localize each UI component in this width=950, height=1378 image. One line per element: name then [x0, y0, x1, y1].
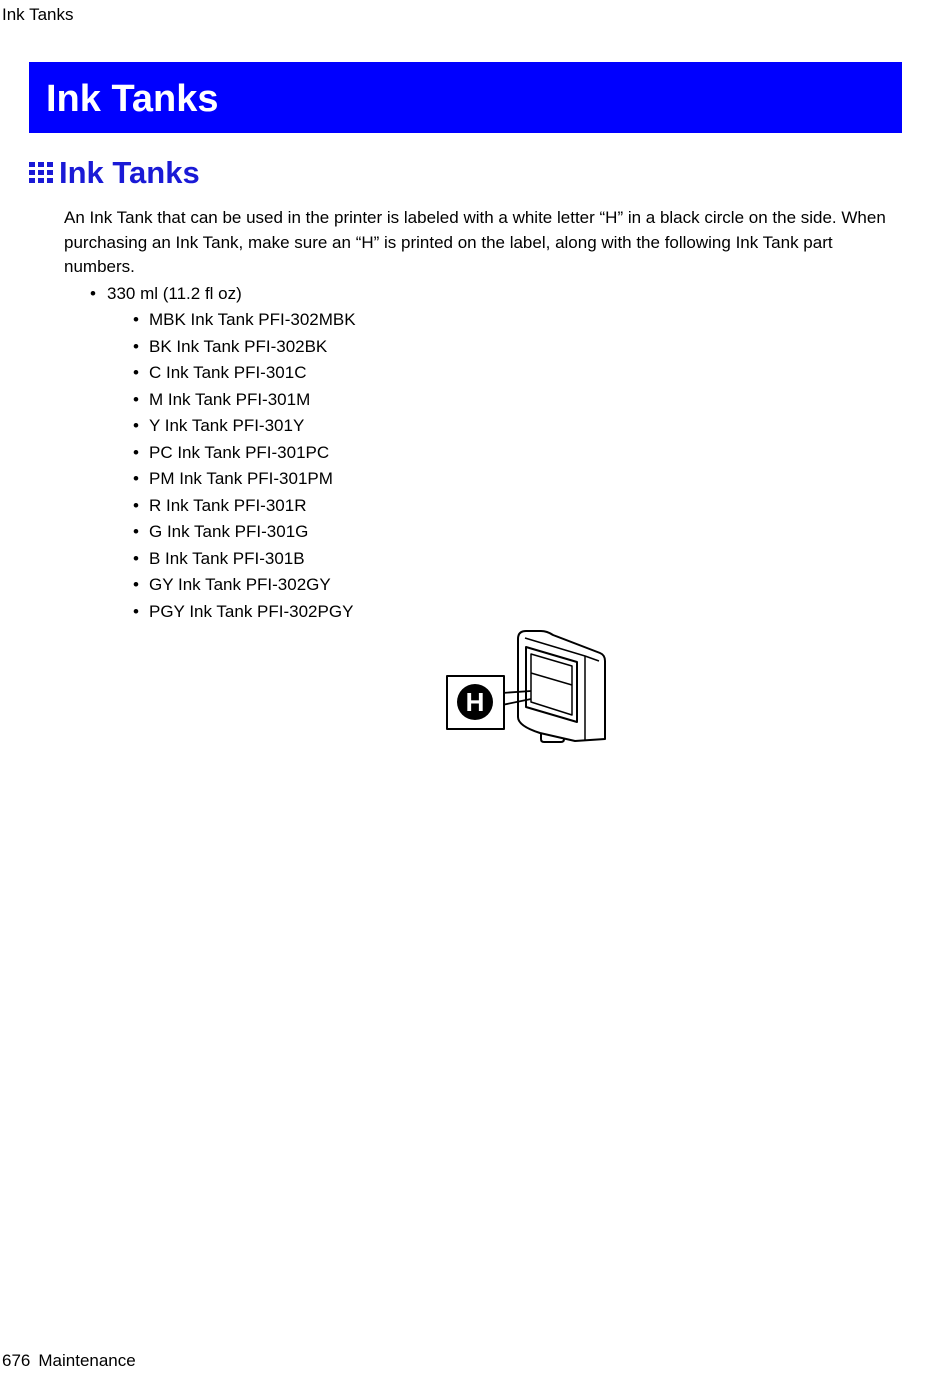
- page-footer: [2, 1351, 136, 1371]
- ink-tank-label: R Ink Tank PFI-301R: [149, 495, 307, 515]
- ink-tank-label: G Ink Tank PFI-301G: [149, 522, 309, 541]
- ink-tank-item: [133, 466, 356, 493]
- bullet: •: [133, 601, 139, 621]
- running-head: Ink Tanks: [2, 5, 74, 24]
- bullet: •: [90, 284, 96, 303]
- ink-tank-item: [133, 307, 356, 334]
- ink-tank-label: Y Ink Tank PFI-301Y: [149, 416, 305, 435]
- grid-icon: [29, 162, 54, 184]
- ink-tank-item: [133, 519, 356, 546]
- ink-tank-label: MBK Ink Tank PFI-302MBK: [149, 310, 356, 329]
- section-title: Ink Tanks: [59, 155, 200, 190]
- ink-tank-item: [133, 413, 356, 440]
- capacity-list: [90, 281, 356, 625]
- h-label-letter: H: [465, 687, 485, 717]
- ink-tank-item: [133, 572, 356, 599]
- page-number: 676: [2, 1351, 31, 1370]
- capacity-label: 330 ml (11.2 fl oz): [107, 284, 242, 303]
- intro-paragraph: An Ink Tank that can be used in the printer is labeled with a white letter “H” in a black circle on the side. When purchasing an Ink Tank, make sure an “H” is printed on the label, along with the following Ink Tank part numbers.: [64, 208, 886, 276]
- bullet: •: [133, 389, 139, 409]
- bullet: •: [133, 522, 139, 541]
- ink-tank-illustration: [445, 629, 608, 743]
- bullet: •: [133, 575, 139, 594]
- bullet: •: [133, 495, 139, 515]
- bullet: •: [133, 416, 139, 435]
- bullet: •: [133, 442, 139, 462]
- ink-tank-label: PM Ink Tank PFI-301PM: [149, 469, 333, 488]
- footer-section: Maintenance: [38, 1351, 136, 1370]
- capacity-item: [90, 281, 356, 625]
- ink-tank-item: [133, 360, 356, 387]
- ink-tank-label: M Ink Tank PFI-301M: [149, 389, 311, 409]
- bullet: •: [133, 336, 139, 356]
- bullet: •: [133, 548, 139, 568]
- ink-tank-label: GY Ink Tank PFI-302GY: [149, 575, 331, 594]
- ink-tank-label: PC Ink Tank PFI-301PC: [149, 442, 330, 462]
- chapter-banner: [29, 62, 902, 133]
- ink-tank-label: PGY Ink Tank PFI-302PGY: [149, 601, 354, 621]
- chapter-title: Ink Tanks: [46, 78, 219, 120]
- ink-tank-item: [133, 387, 356, 414]
- ink-tank-label: BK Ink Tank PFI-302BK: [149, 336, 328, 356]
- ink-tank-item: [133, 334, 356, 361]
- ink-tank-item: [133, 493, 356, 520]
- ink-tank-label: B Ink Tank PFI-301B: [149, 548, 305, 568]
- ink-tank-label: C Ink Tank PFI-301C: [149, 363, 307, 382]
- bullet: •: [133, 469, 139, 488]
- ink-tank-item: [133, 546, 356, 573]
- bullet: •: [133, 310, 139, 329]
- ink-tank-item: [133, 440, 356, 467]
- ink-tank-item: [133, 599, 356, 626]
- bullet: •: [133, 363, 139, 382]
- ink-tank-list: [133, 307, 356, 625]
